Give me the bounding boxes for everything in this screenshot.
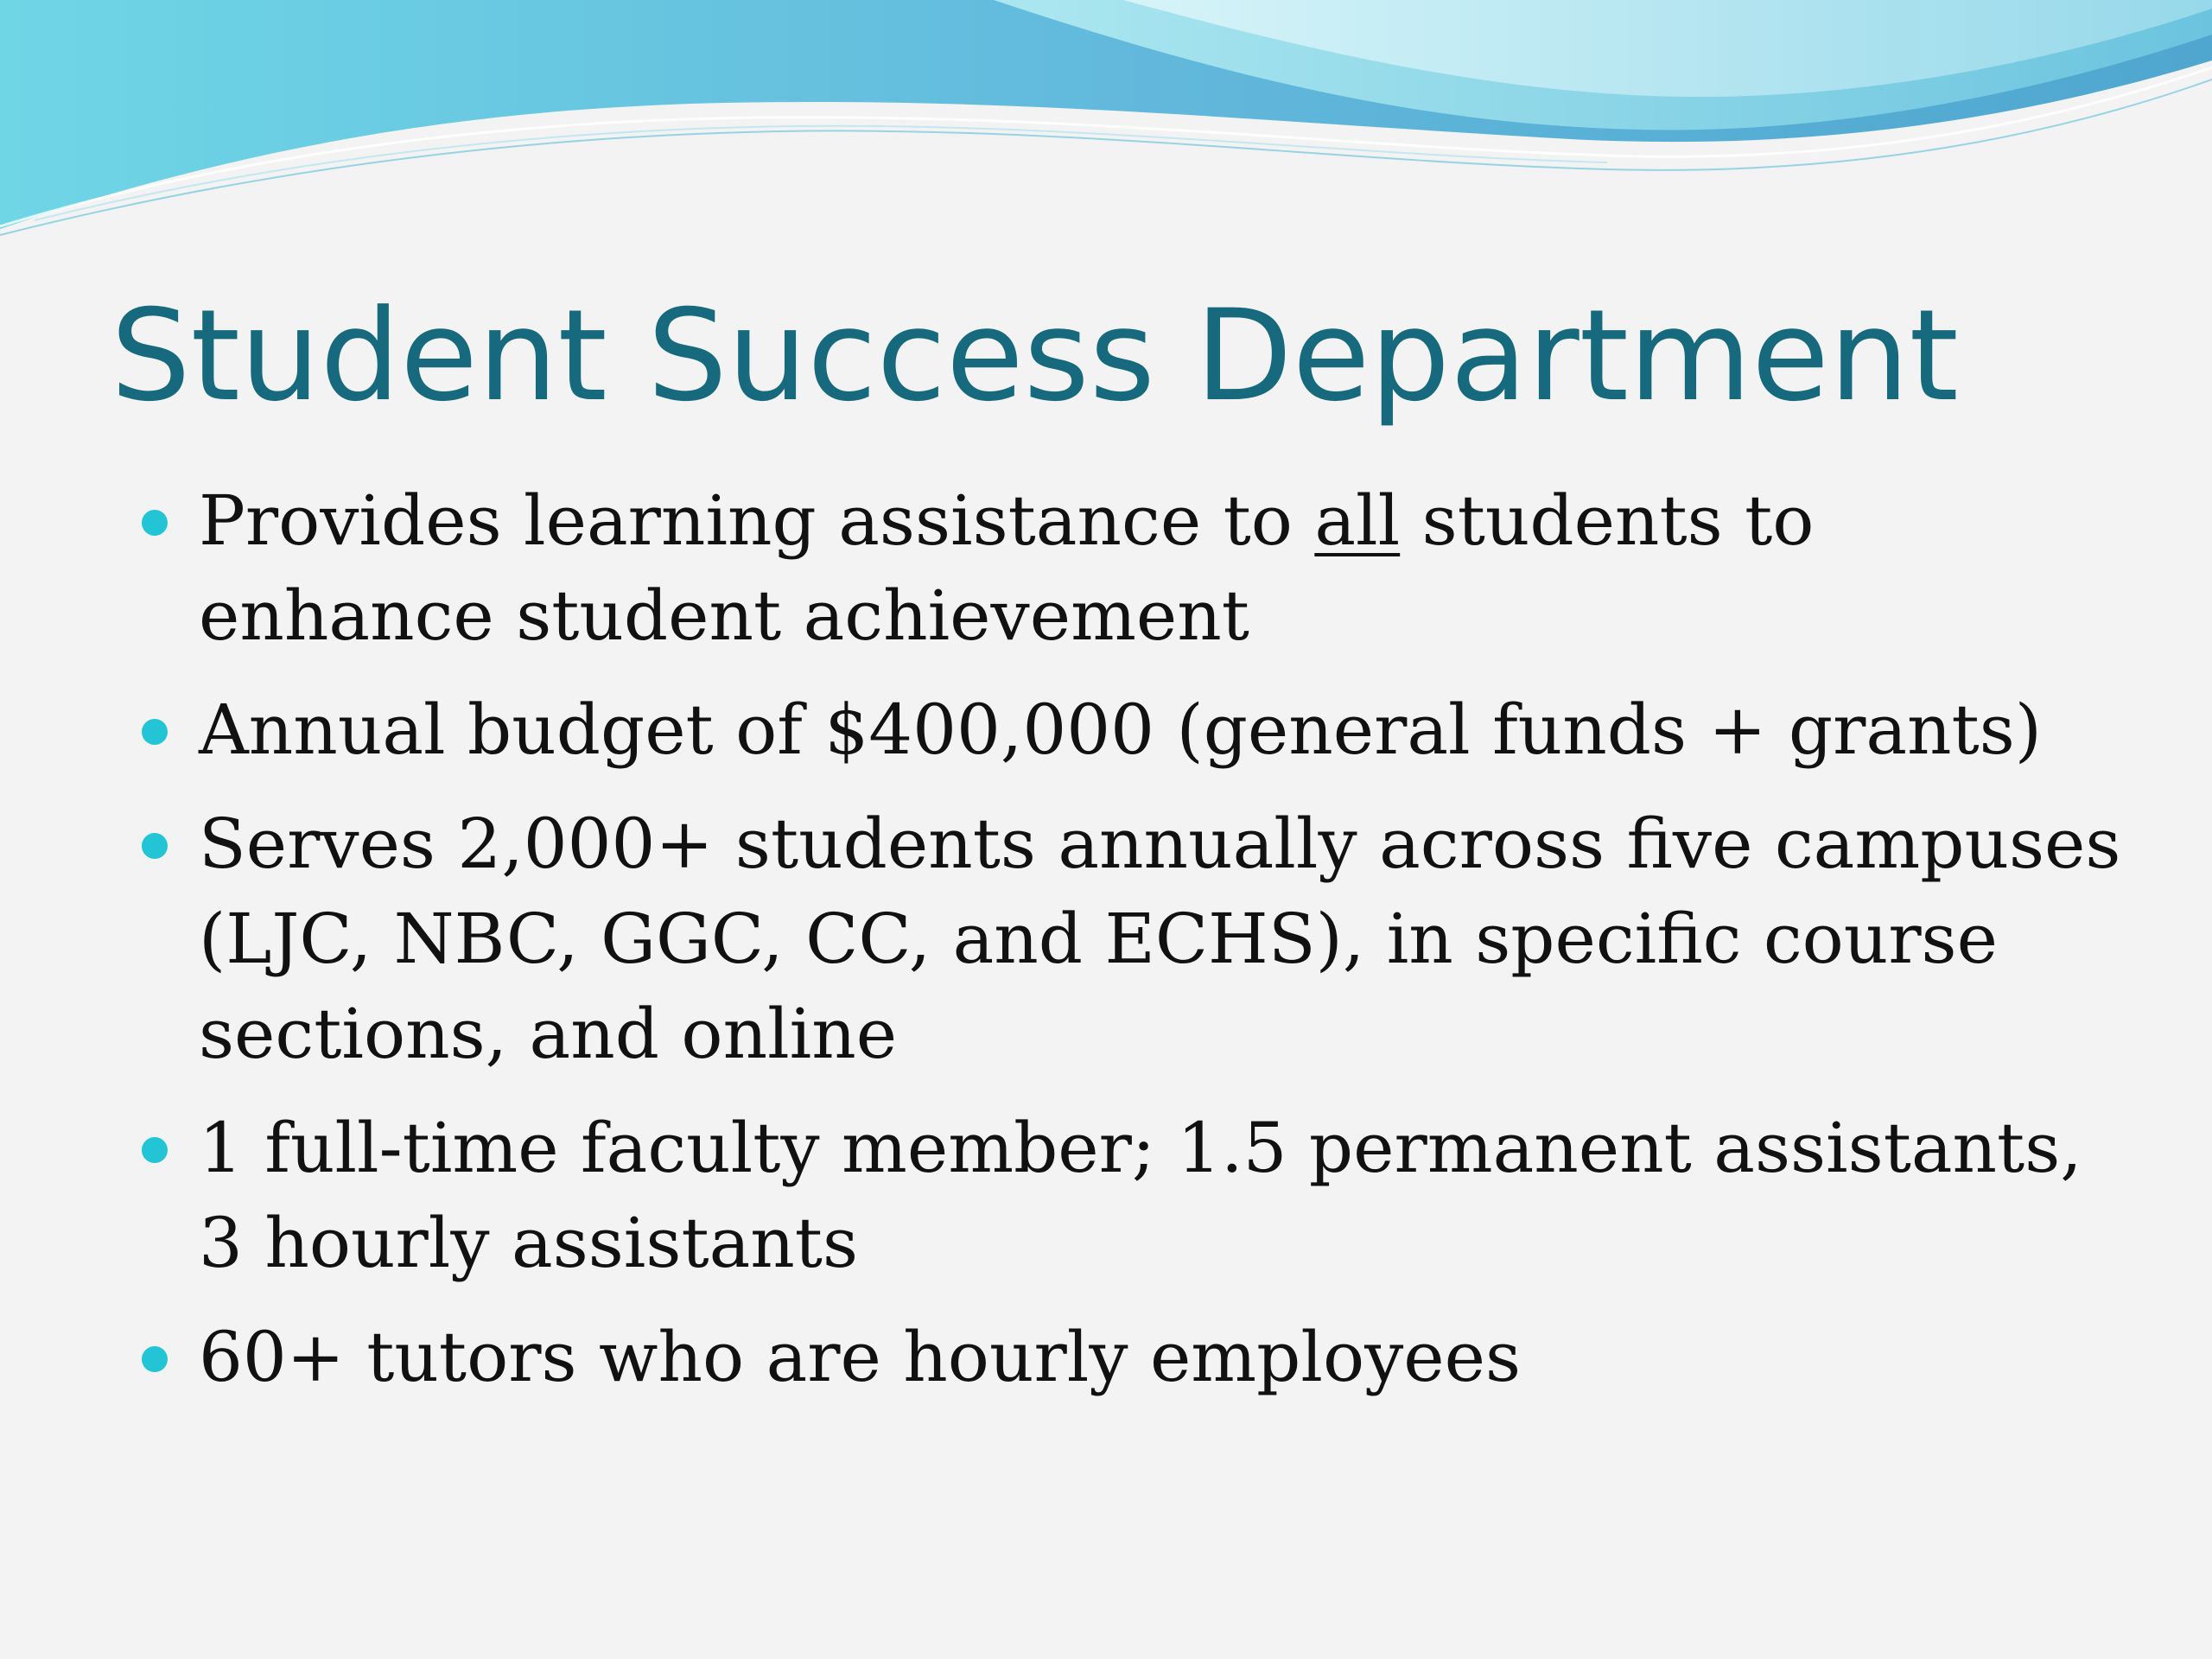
- slide-title: Student Success Department: [111, 283, 1959, 429]
- bullet-dot-icon: [142, 719, 168, 745]
- bullet-item: [138, 474, 2126, 664]
- bullet-item: [138, 683, 2126, 778]
- bullet-item: [138, 1101, 2126, 1291]
- bullet-text: Serves 2,000+ students annually across five campuses (LJC, NBC, GGC, CC, and ECHS), in specific course sections, and online: [199, 804, 2121, 1074]
- bullet-dot-icon: [142, 833, 168, 859]
- bullet-text-part: students to enhance student achievement: [199, 480, 1815, 656]
- bullet-text: 1 full-time faculty member; 1.5 permanent assistants, 3 hourly assistants: [199, 1108, 2082, 1283]
- bullet-dot-icon: [142, 1346, 168, 1372]
- bullet-item: [138, 1310, 2126, 1405]
- decorative-wave-header: [0, 0, 2212, 259]
- bullet-text-underlined: all: [1314, 480, 1401, 561]
- bullet-list: [138, 474, 2126, 1424]
- bullet-text-part: Provides learning assistance to: [199, 480, 1315, 561]
- bullet-dot-icon: [142, 1137, 168, 1163]
- bullet-dot-icon: [142, 510, 168, 536]
- bullet-text: 60+ tutors who are hourly employees: [199, 1317, 1522, 1397]
- bullet-text: Annual budget of $400,000 (general funds + grants): [199, 690, 2042, 770]
- bullet-item: [138, 797, 2126, 1082]
